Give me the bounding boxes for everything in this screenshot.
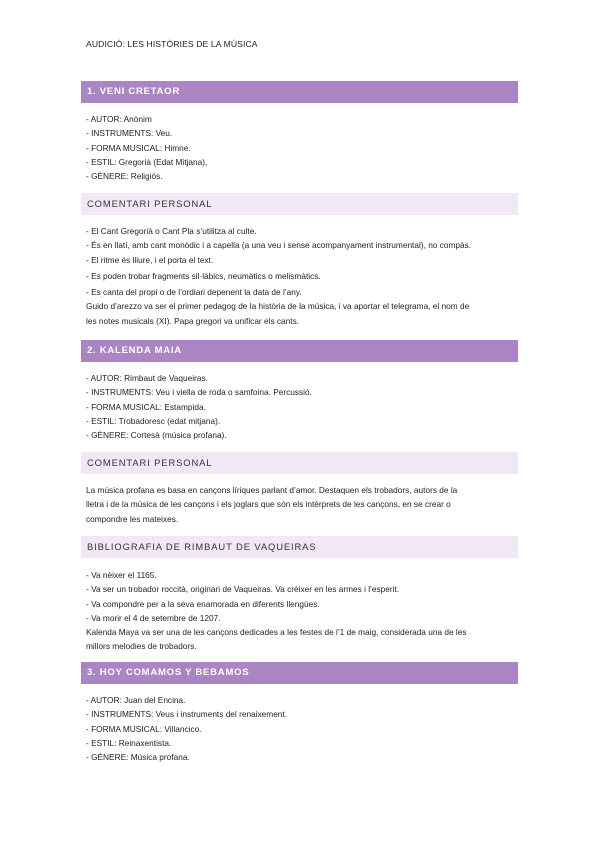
info-line: - INSTRUMENTS: Veus i instruments del renaixement. — [86, 709, 288, 720]
comment-line: - El ritme és lliure, i el porta el text. — [86, 254, 214, 265]
biblio-line: - Va nèixer el 1165. — [86, 570, 157, 580]
info-line: - INSTRUMENTS: Veu i viella de roda o samfoina. Percussió. — [86, 387, 312, 398]
info-line: - AUTOR: Anònim — [86, 114, 152, 124]
info-line: - ESTIL: Gregorià (Edat Mitjana), — [86, 156, 208, 167]
info-line: - GÈNERE: Cortesà (música profana). — [86, 430, 227, 441]
comment-line: - Es canta del propi o de l’ordiari depenent la data de l’any. — [86, 287, 302, 298]
document-title: AUDICIÓ: LES HISTÒRIES DE LA MÚSICA — [86, 39, 258, 49]
info-line: - INSTRUMENTS: Veu. — [86, 128, 173, 139]
section-2-comment — [86, 483, 518, 526]
info-line: - FORMA MUSICAL: Himne. — [86, 142, 191, 153]
section-2-biblio — [86, 568, 518, 654]
biblio-heading: BIBLIOGRAFIA DE RIMBAUT DE VAQUEIRAS — [81, 536, 518, 558]
biblio-line: millors melodies de trobadors. — [86, 641, 197, 652]
comment-line: compondre les mateixes. — [86, 513, 179, 524]
biblio-line: - Va morir el 4 de setembre de 1207. — [86, 612, 221, 623]
info-line: - AUTOR: Juan del Encina. — [86, 695, 186, 705]
section-1-info — [86, 112, 518, 183]
info-line: - GÈNERE: Música profana. — [86, 752, 190, 763]
section-1-comment — [86, 224, 518, 328]
info-line: - ESTIL: Reinaxentista. — [86, 737, 172, 748]
biblio-line: - Va ser un trobador roccità, originari de Vaqueiras. Va crèixer en les armes i l’esperit. — [86, 584, 400, 595]
comment-heading-2: COMENTARI PERSONAL — [81, 452, 518, 474]
comment-line: lletra i de la música de les cançons i els joglars que són els intèrprets de les cançons, en se crear o — [86, 499, 451, 510]
biblio-line: Kalenda Maya va ser una de les cançons dedicades a les festes de l’1 de maig, considerada una de les — [86, 627, 467, 638]
comment-line: - El Cant Gregorià o Cant Pla s’utilitza al culte. — [86, 226, 257, 236]
section-2-info — [86, 371, 518, 442]
comment-heading-1: COMENTARI PERSONAL — [81, 193, 518, 215]
info-line: - FORMA MUSICAL: Villancico. — [86, 723, 202, 734]
info-line: - FORMA MUSICAL: Estampida. — [86, 401, 206, 412]
comment-line: - És en llatí, amb cant monòdic i a capella (a una veu i sense acompanyament instrumental), no compàs. — [86, 240, 472, 251]
comment-line: les notes musicals (XI). Papa gregori va unificar els cants. — [86, 315, 300, 326]
biblio-line: - Va compondre per a la seva enamorada en diferents llengües. — [86, 598, 320, 609]
section-heading-1: 1. VENI CRETAOR — [81, 81, 518, 103]
section-heading-3: 3. HOY COMAMOS Y BEBAMOS — [81, 662, 518, 684]
info-line: - ESTIL: Trobadoresc (edat mitjana). — [86, 415, 221, 426]
comment-line: - Es poden trobar fragments sil·làbics, neumàtics o melismàtics. — [86, 270, 321, 281]
info-line: - AUTOR: Rimbaut de Vaqueiras. — [86, 373, 208, 383]
comment-line: La música profana es basa en cançons líriques parlant d’amor. Destaquen els trobadors, autors de la — [86, 485, 458, 495]
section-heading-2: 2. KALENDA MAIA — [81, 340, 518, 362]
info-line: - GÈNERE: Religiós. — [86, 171, 163, 182]
section-3-info — [86, 693, 518, 764]
comment-line: Guido d’arezzo va ser el primer pedagog de la història de la música, i va aportar el telegrama, el nom de — [86, 301, 470, 312]
